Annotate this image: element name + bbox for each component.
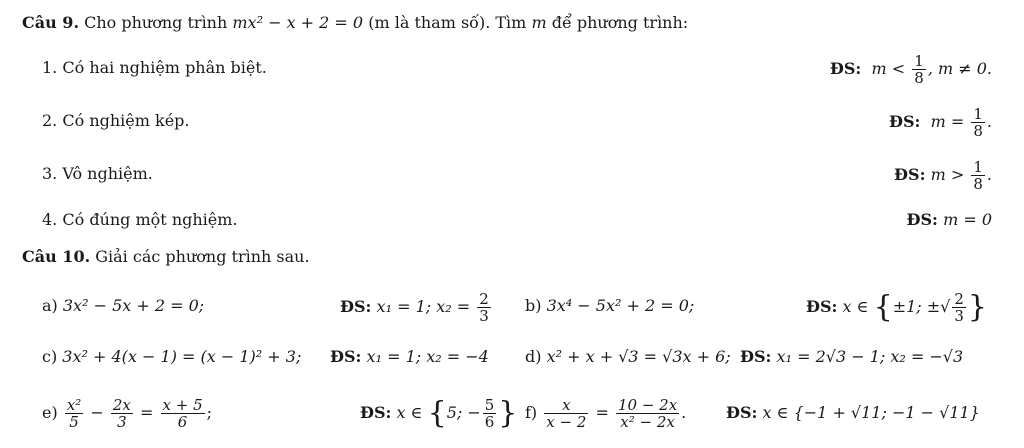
question-10-label: Câu 10. <box>22 247 91 266</box>
q10-b-answer: ĐS: x ∈ {±1; ±√ $\frac{2}{3}$ } <box>806 289 987 325</box>
q10-c: c) 3x² + 4(x − 1) = (x − 1)² + 3; <box>42 347 302 366</box>
q10-f: f) $\frac{x}{x - 2}$ = $\frac{10 - 2x}{\text{x² − 2x}}$ . <box>525 396 687 431</box>
q10-d: d) x² + x + √3 = √3x + 6; <box>525 347 731 366</box>
q10-c-answer: ĐS: x₁ = 1; x₂ = −4 <box>330 347 489 366</box>
q9-item-3-answer: ĐS: m > $\frac{1}{8}$ . <box>894 158 992 193</box>
q9-item-2-answer: ĐS: m = $\frac{1}{8}$ . <box>888 105 992 140</box>
q10-a-answer: ĐS: x₁ = 1; x₂ = $\frac{2}{3}$ <box>340 290 489 325</box>
q10-e-answer: ĐS: x ∈ {5; − $\frac{5}{6}$ } <box>360 395 518 431</box>
question-9-equation: mx² − x + 2 = 0 <box>232 13 364 32</box>
q9-item-1: 1. Có hai nghiệm phân biệt. ĐS: m < $\frac{1}{8}$ , m ≠ 0. <box>42 52 992 87</box>
q9-item-3: 3. Vô nghiệm. ĐS: m > $\frac{1}{8}$ . <box>42 158 992 193</box>
q10-row-ef <box>0 393 1024 433</box>
q10-b: b) 3x⁴ − 5x² + 2 = 0; <box>525 296 695 315</box>
q10-row-cd <box>0 342 1024 372</box>
q10-a: a) 3x² − 5x + 2 = 0; <box>42 296 205 315</box>
q10-row-ab <box>0 289 1024 325</box>
question-9-label: Câu 9. <box>22 13 80 32</box>
q9-item-4: 4. Có đúng một nghiệm. ĐS: m = 0 <box>42 205 992 235</box>
q10-d-answer: ĐS: x₁ = 2√3 − 1; x₂ = −√3 <box>740 347 964 366</box>
q10-e: e) $\frac{\text{x²}}{5}$ − $\frac{2x}{3}$ = $\frac{x + 5}{6}$ ; <box>42 396 212 431</box>
q9-item-1-answer: ĐS: m < $\frac{1}{8}$ , m ≠ 0. <box>829 52 992 87</box>
q10-f-answer: ĐS: x ∈ {−1 + √11; −1 − √11} <box>726 403 980 422</box>
question-9: Câu 9. Cho phương trình mx² − x + 2 = 0 (m là tham số). Tìm m để phương trình: <box>22 13 689 32</box>
q9-item-4-answer: ĐS: m = 0 <box>906 210 992 229</box>
q9-item-2: 2. Có nghiệm kép. ĐS: m = $\frac{1}{8}$ . <box>42 105 992 140</box>
question-10: Câu 10. Giải các phương trình sau. <box>22 247 310 266</box>
